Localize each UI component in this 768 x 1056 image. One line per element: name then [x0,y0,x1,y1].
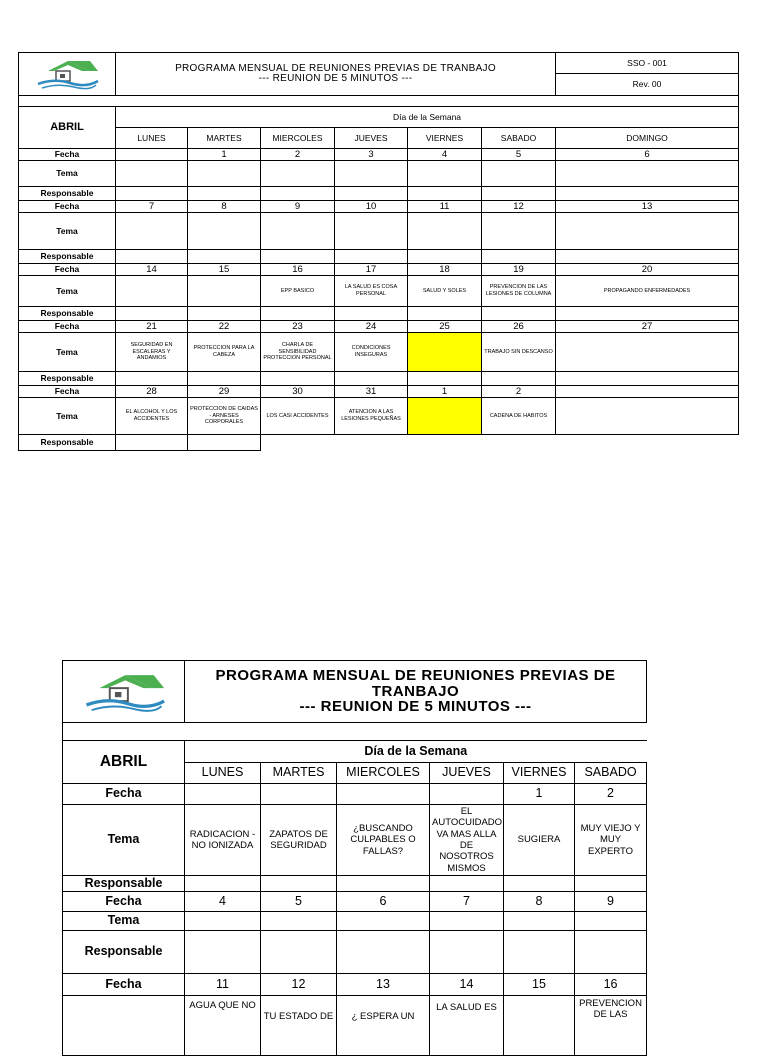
row-label-tema: Tema [63,805,185,876]
date-cell: 31 [335,386,408,398]
topic-cell [188,213,261,250]
topic-cell: CADENA DE HABITOS [482,398,556,435]
topic-cell [430,912,504,931]
topic-cell [408,161,482,187]
responsible-cell [575,931,647,974]
topic-cell: LOS CASI ACCIDENTES [261,398,335,435]
day-header-lunes: LUNES [185,763,261,784]
topic-cell [335,213,408,250]
topic-cell: SUGIERA [504,805,575,876]
row-label-fecha: Fecha [63,974,185,996]
date-cell [185,784,261,805]
day-header-jueves: JUEVES [430,763,504,784]
date-cell: 19 [482,264,556,276]
date-cell: 2 [482,386,556,398]
document-title [185,661,647,723]
responsible-cell [188,372,261,386]
topic-cell: RADICACION - NO IONIZADA [185,805,261,876]
topic-cell: CONDICIONES INSEGURAS [335,333,408,372]
topic-cell: MUY VIEJO Y MUY EXPERTO [575,805,647,876]
date-cell: 15 [188,264,261,276]
responsible-cell [116,372,188,386]
responsible-cell [504,931,575,974]
date-cell [261,784,337,805]
row-label-tema: Tema [19,213,116,250]
topic-cell: TRABAJO SIN DESCANSO [482,333,556,372]
date-cell: 1 [188,149,261,161]
topic-cell: ZAPATOS DE SEGURIDAD [261,805,337,876]
date-cell: 27 [556,321,739,333]
responsible-cell [261,187,335,201]
date-cell [556,386,739,398]
topic-cell: SALUD Y SOLES [408,276,482,307]
row-label-tema [63,996,185,1056]
topic-cell: LA SALUD ES [430,996,504,1056]
topic-cell [335,161,408,187]
topic-cell [261,912,337,931]
responsible-cell [430,876,504,892]
row-label-fecha: Fecha [19,264,116,276]
responsible-cell [116,250,188,264]
spacer-row [19,96,739,107]
responsible-cell [556,307,739,321]
responsible-cell [556,250,739,264]
topic-cell: SEGURIDAD EN ESCALERAS Y ANDAMIOS [116,333,188,372]
month-label: ABRIL [63,741,185,784]
title-line-1: PROGRAMA MENSUAL DE REUNIONES PREVIAS DE TRANBAJO [175,62,496,74]
date-cell: 17 [335,264,408,276]
row-label-fecha: Fecha [19,321,116,333]
responsible-cell [335,307,408,321]
date-cell: 30 [261,386,335,398]
responsible-cell [337,931,430,974]
responsible-cell [261,876,337,892]
topic-cell [261,213,335,250]
date-cell: 4 [185,892,261,912]
responsible-cell [188,307,261,321]
date-cell: 23 [261,321,335,333]
topic-cell: PREVENCION DE LAS LESIONES DE COLUMNA [482,276,556,307]
topic-cell [504,912,575,931]
topic-cell [556,213,739,250]
responsible-cell [430,931,504,974]
day-header-sabado: SABADO [575,763,647,784]
topic-cell: PROTECCION DE CAIDAS - ARNESES CORPORALES [188,398,261,435]
topic-cell [556,398,739,435]
date-cell [116,149,188,161]
date-cell: 8 [188,201,261,213]
date-cell: 24 [335,321,408,333]
row-label-tema: Tema [63,912,185,931]
highlighted-topic-cell [408,333,482,372]
row-label-fecha: Fecha [63,892,185,912]
week-header: Día de la Semana [185,741,647,763]
date-cell: 26 [482,321,556,333]
date-cell: 2 [575,784,647,805]
responsible-cell [556,372,739,386]
responsible-cell [337,876,430,892]
month-label: ABRIL [19,107,116,149]
date-cell: 9 [261,201,335,213]
title-line-2: --- REUNION DE 5 MINUTOS --- [258,73,413,84]
row-label-fecha: Fecha [19,201,116,213]
responsible-cell [482,372,556,386]
row-label-tema: Tema [19,276,116,307]
responsible-cell [188,250,261,264]
topic-cell [188,161,261,187]
spacer-row [63,723,647,741]
date-cell: 13 [337,974,430,996]
date-cell: 22 [188,321,261,333]
responsible-cell [188,187,261,201]
responsible-cell [261,250,335,264]
responsible-cell [116,307,188,321]
responsible-cell [335,187,408,201]
date-cell: 5 [261,892,337,912]
date-cell: 18 [408,264,482,276]
day-header-domingo: DOMINGO [556,128,739,149]
house-logo-icon [76,670,172,714]
monthly-schedule-table-top [18,52,739,451]
row-label-responsable: Responsable [19,307,116,321]
date-cell: 29 [188,386,261,398]
date-cell: 12 [261,974,337,996]
row-label-responsable: Responsable [19,435,116,451]
responsible-cell [335,372,408,386]
day-header-miercoles: MIERCOLES [337,763,430,784]
date-cell: 4 [408,149,482,161]
topic-cell [116,276,188,307]
topic-cell: PROTECCION PARA LA CABEZA [188,333,261,372]
day-header-martes: MARTES [261,763,337,784]
topic-cell [116,213,188,250]
date-cell: 3 [335,149,408,161]
date-cell: 21 [116,321,188,333]
topic-cell [482,161,556,187]
topic-cell [116,161,188,187]
title-line-3: --- REUNION DE 5 MINUTOS --- [299,698,532,716]
row-label-responsable: Responsable [19,372,116,386]
week-header: Día de la Semana [116,107,739,128]
topic-cell [188,276,261,307]
responsible-cell [408,187,482,201]
date-cell: 13 [556,201,739,213]
topic-cell: LA SALUD ES COSA PERSONAL [335,276,408,307]
date-cell: 14 [116,264,188,276]
monthly-schedule-table-bottom [62,660,647,1056]
topic-cell: ¿BUSCANDO CULPABLES O FALLAS? [337,805,430,876]
document-title [116,53,556,96]
date-cell: 20 [556,264,739,276]
topic-cell [185,912,261,931]
date-cell: 10 [335,201,408,213]
day-header-martes: MARTES [188,128,261,149]
date-cell: 28 [116,386,188,398]
highlighted-topic-cell [408,398,482,435]
date-cell: 16 [575,974,647,996]
topic-cell: CHARLA DE SENSIBILIDAD PROTECCION PERSONAL [261,333,335,372]
house-logo-icon [34,57,100,91]
row-label-tema: Tema [19,161,116,187]
date-cell: 16 [261,264,335,276]
topic-cell: EL ALCOHOL Y LOS ACCIDENTES [116,398,188,435]
responsible-cell [188,435,261,451]
row-label-fecha: Fecha [63,784,185,805]
date-cell: 12 [482,201,556,213]
title-line-2: TRANBAJO [371,682,460,700]
row-label-tema: Tema [19,398,116,435]
responsible-cell [482,307,556,321]
topic-cell: TU ESTADO DE [261,996,337,1056]
day-header-lunes: LUNES [116,128,188,149]
topic-cell: ¿ ESPERA UN [337,996,430,1056]
topic-cell: PREVENCION DE LAS [575,996,647,1056]
document-revision: Rev. 00 [556,74,739,96]
date-cell: 2 [261,149,335,161]
company-logo [63,661,185,723]
responsible-cell [482,250,556,264]
row-label-fecha: Fecha [19,386,116,398]
responsible-cell [504,876,575,892]
day-header-viernes: VIERNES [408,128,482,149]
topic-cell: PROPAGANDO ENFERMEDADES [556,276,739,307]
day-header-viernes: VIERNES [504,763,575,784]
topic-cell: AGUA QUE NO [185,996,261,1056]
day-header-sabado: SABADO [482,128,556,149]
topic-cell: ATENCION A LAS LESIONES PEQUEÑAS [335,398,408,435]
date-cell: 5 [482,149,556,161]
responsible-cell [116,187,188,201]
day-header-jueves: JUEVES [335,128,408,149]
responsible-cell [185,876,261,892]
row-label-responsable: Responsable [19,187,116,201]
responsible-cell [261,931,337,974]
responsible-cell [116,435,188,451]
date-cell: 6 [337,892,430,912]
date-cell: 7 [430,892,504,912]
date-cell: 8 [504,892,575,912]
responsible-cell [335,250,408,264]
topic-cell [408,213,482,250]
date-cell: 25 [408,321,482,333]
date-cell: 15 [504,974,575,996]
date-cell: 1 [504,784,575,805]
topic-cell: EPP BASICO [261,276,335,307]
date-cell: 6 [556,149,739,161]
company-logo [19,53,116,96]
row-label-fecha: Fecha [19,149,116,161]
topic-cell [337,912,430,931]
responsible-cell [482,187,556,201]
responsible-cell [408,307,482,321]
date-cell: 11 [408,201,482,213]
row-label-responsable: Responsable [19,250,116,264]
date-cell: 14 [430,974,504,996]
responsible-cell [556,187,739,201]
date-cell: 7 [116,201,188,213]
topic-cell [482,213,556,250]
date-cell [337,784,430,805]
responsible-cell [408,250,482,264]
topic-cell [556,161,739,187]
date-cell: 11 [185,974,261,996]
responsible-cell [261,307,335,321]
topic-cell [504,996,575,1056]
row-label-tema: Tema [19,333,116,372]
topic-cell [575,912,647,931]
title-line-1: PROGRAMA MENSUAL DE REUNIONES PREVIAS DE [215,666,616,684]
document-code: SSO - 001 [556,53,739,74]
responsible-cell [261,372,335,386]
topic-cell [556,333,739,372]
row-label-responsable: Responsable [63,876,185,892]
responsible-cell [408,372,482,386]
topic-cell: EL AUTOCUIDADO VA MAS ALLA DE NOSOTROS MISMOS [430,805,504,876]
date-cell [430,784,504,805]
responsible-cell [575,876,647,892]
topic-cell [261,161,335,187]
date-cell: 1 [408,386,482,398]
row-label-responsable: Responsable [63,931,185,974]
responsible-cell [185,931,261,974]
day-header-miercoles: MIERCOLES [261,128,335,149]
date-cell: 9 [575,892,647,912]
